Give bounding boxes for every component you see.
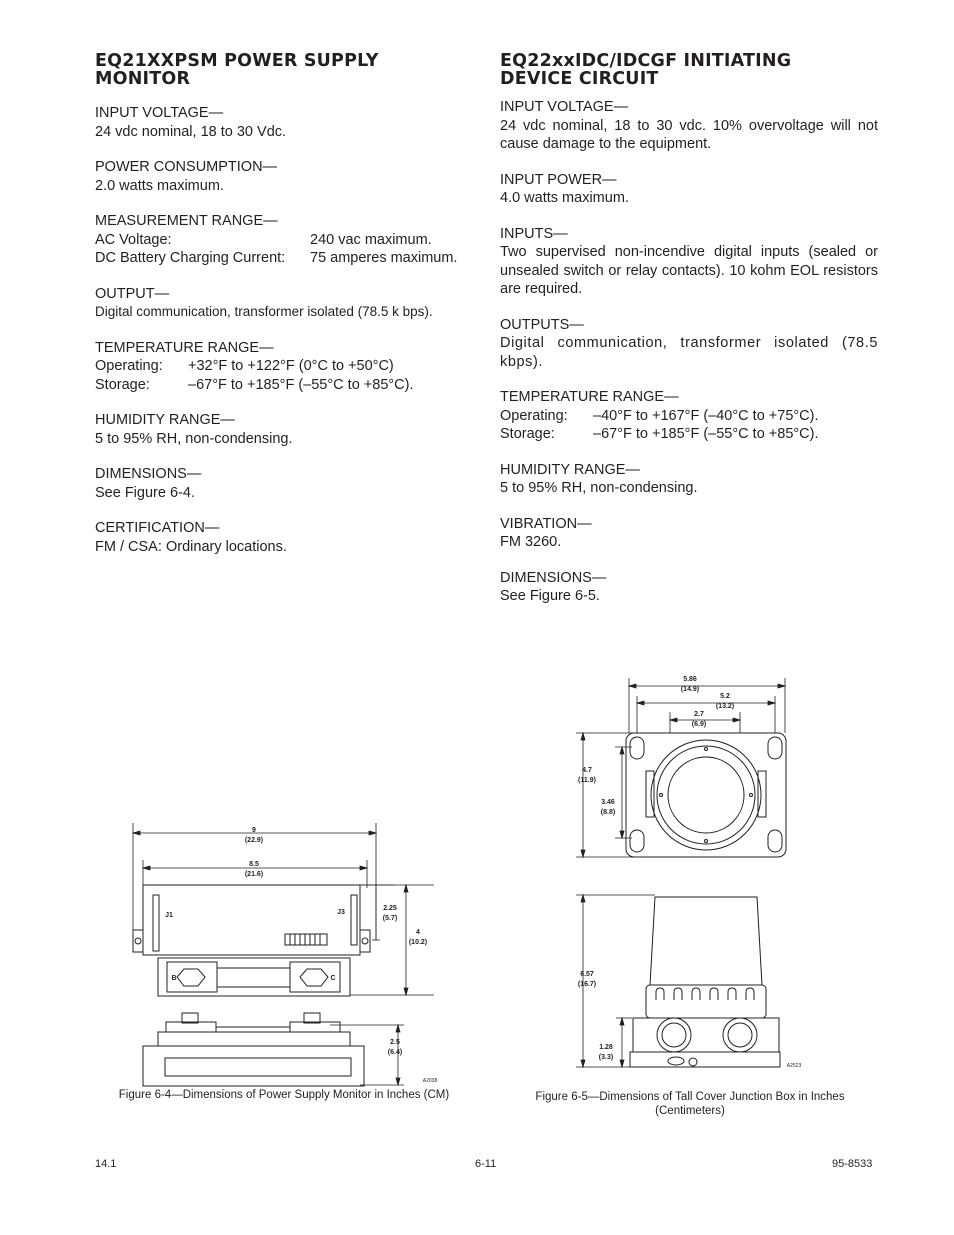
spec-heading: DIMENSIONS— xyxy=(500,569,607,586)
spec-label: Storage: xyxy=(500,426,555,442)
spec-label: Storage: xyxy=(95,376,150,393)
dim-label: (10.2) xyxy=(408,939,428,946)
title-line: EQ22xxIDC/IDCGF INITIATING xyxy=(500,51,792,71)
spec-heading: HUMIDITY RANGE— xyxy=(500,461,640,478)
spec-heading: TEMPERATURE RANGE— xyxy=(500,389,679,405)
dim-label: (3.3) xyxy=(598,1054,614,1061)
footer-document-number: 95-8533 xyxy=(832,1158,873,1170)
spec-text: Two supervised non-incendive digital inputs (sealed or unsealed switch or relay contacts). 10 kohm EOL resistors are required. xyxy=(500,244,878,297)
spec-label: DC Battery Charging Current: xyxy=(95,250,286,266)
spec-value: –67°F to +185°F (–55°C to +85°C). xyxy=(188,376,414,393)
spec-value: +32°F to +122°F (0°C to +50°C) xyxy=(188,358,394,374)
dim-label: 2.25 xyxy=(383,905,397,912)
figure-6-4-caption: Figure 6-4—Dimensions of Power Supply Monitor in Inches (CM) xyxy=(118,1089,450,1101)
dim-label: (8.8) xyxy=(600,809,616,816)
spec-heading: DIMENSIONS— xyxy=(95,466,202,482)
left-section-title: EQ21XXPSM POWER SUPPLY MONITOR xyxy=(95,51,379,89)
figure-reference: A2038 xyxy=(422,1078,438,1084)
spec-value: –40°F to +167°F (–40°C to +75°C). xyxy=(593,407,819,424)
spec-heading: INPUTS— xyxy=(500,225,568,242)
caption-line: (Centimeters) xyxy=(655,1105,725,1117)
dim-label: (22.9) xyxy=(244,837,264,844)
dim-label: (21.6) xyxy=(244,871,264,878)
spec-text: See Figure 6-5. xyxy=(500,588,600,604)
spec-heading: INPUT VOLTAGE— xyxy=(95,105,224,121)
dim-label: 5.2 xyxy=(720,693,730,700)
spec-text: Digital communication, transformer isolated (78.5 k bps). xyxy=(95,304,433,319)
monitor-side-view xyxy=(143,1013,364,1086)
figure-6-5-caption xyxy=(518,1090,862,1118)
spec-value: 75 amperes maximum. xyxy=(310,250,458,266)
dim-label: 2.7 xyxy=(694,711,704,718)
spec-text: 2.0 watts maximum. xyxy=(95,177,224,194)
spec-label: FM / CSA: xyxy=(95,538,162,555)
dim-label: 8.5 xyxy=(249,861,259,868)
spec-heading: VIBRATION— xyxy=(500,515,592,532)
spec-heading: CERTIFICATION— xyxy=(95,520,220,536)
spec-value: –67°F to +185°F (–55°C to +85°C). xyxy=(593,426,819,442)
connector-label: J1 xyxy=(165,912,173,919)
spec-heading: OUTPUT— xyxy=(95,285,170,302)
dim-label: 4 xyxy=(416,929,420,936)
dim-label: 6.57 xyxy=(580,971,594,978)
spec-text: See Figure 6-4. xyxy=(95,484,195,501)
dim-label: (5.7) xyxy=(382,915,398,922)
spec-heading: TEMPERATURE RANGE— xyxy=(95,339,274,356)
spec-text: 4.0 watts maximum. xyxy=(500,190,629,206)
dim-label: 9 xyxy=(252,827,256,834)
dim-label: (13.2) xyxy=(715,703,735,710)
dim-label: 3.46 xyxy=(601,799,615,806)
spec-label: Operating: xyxy=(500,407,568,424)
figure-reference: A2523 xyxy=(786,1063,802,1069)
spec-text: 24 vdc nominal, 18 to 30 vdc. 10% overvoltage will not cause damage to the equipment. xyxy=(500,117,878,152)
spec-heading: OUTPUTS— xyxy=(500,316,584,333)
dim-label: (16.7) xyxy=(577,981,597,988)
spec-label: AC Voltage: xyxy=(95,231,172,248)
spec-text: 5 to 95% RH, non-condensing. xyxy=(500,480,698,496)
spec-value: 240 vac maximum. xyxy=(310,231,432,248)
spec-heading: INPUT VOLTAGE— xyxy=(500,99,629,115)
dim-label: (11.9) xyxy=(578,777,596,784)
spec-heading: HUMIDITY RANGE— xyxy=(95,412,235,428)
spec-heading: POWER CONSUMPTION— xyxy=(95,159,278,175)
spec-value: Ordinary locations. xyxy=(166,538,287,555)
terminal-label: B xyxy=(171,975,177,982)
spec-text: 24 vdc nominal, 18 to 30 Vdc. xyxy=(95,123,287,140)
dim-label: 1.28 xyxy=(599,1044,613,1051)
caption-line: Figure 6-5—Dimensions of Tall Cover Junction Box in Inches xyxy=(535,1091,845,1103)
dim-label: (6.4) xyxy=(387,1049,403,1056)
connector-label: J3 xyxy=(337,909,345,916)
spec-text: Digital communication, transformer isolated (78.5 kbps). xyxy=(500,335,878,370)
title-line: DEVICE CIRCUIT xyxy=(500,69,659,89)
spec-label: Operating: xyxy=(95,358,163,374)
footer-revision: 14.1 xyxy=(95,1158,117,1170)
spec-heading: MEASUREMENT RANGE— xyxy=(95,213,278,229)
dim-label: (6.9) xyxy=(691,721,707,728)
spec-text: FM 3260. xyxy=(500,534,562,550)
spec-text: 5 to 95% RH, non-condensing. xyxy=(95,430,293,447)
dim-label: (14.9) xyxy=(680,686,700,693)
dim-label: 5.86 xyxy=(683,676,697,683)
dim-label: 4.7 xyxy=(582,767,592,774)
dim-label: 2.5 xyxy=(390,1039,400,1046)
terminal-label: C xyxy=(330,975,336,982)
footer-page-number: 6-11 xyxy=(475,1158,497,1170)
spec-heading: INPUT POWER— xyxy=(500,171,617,188)
